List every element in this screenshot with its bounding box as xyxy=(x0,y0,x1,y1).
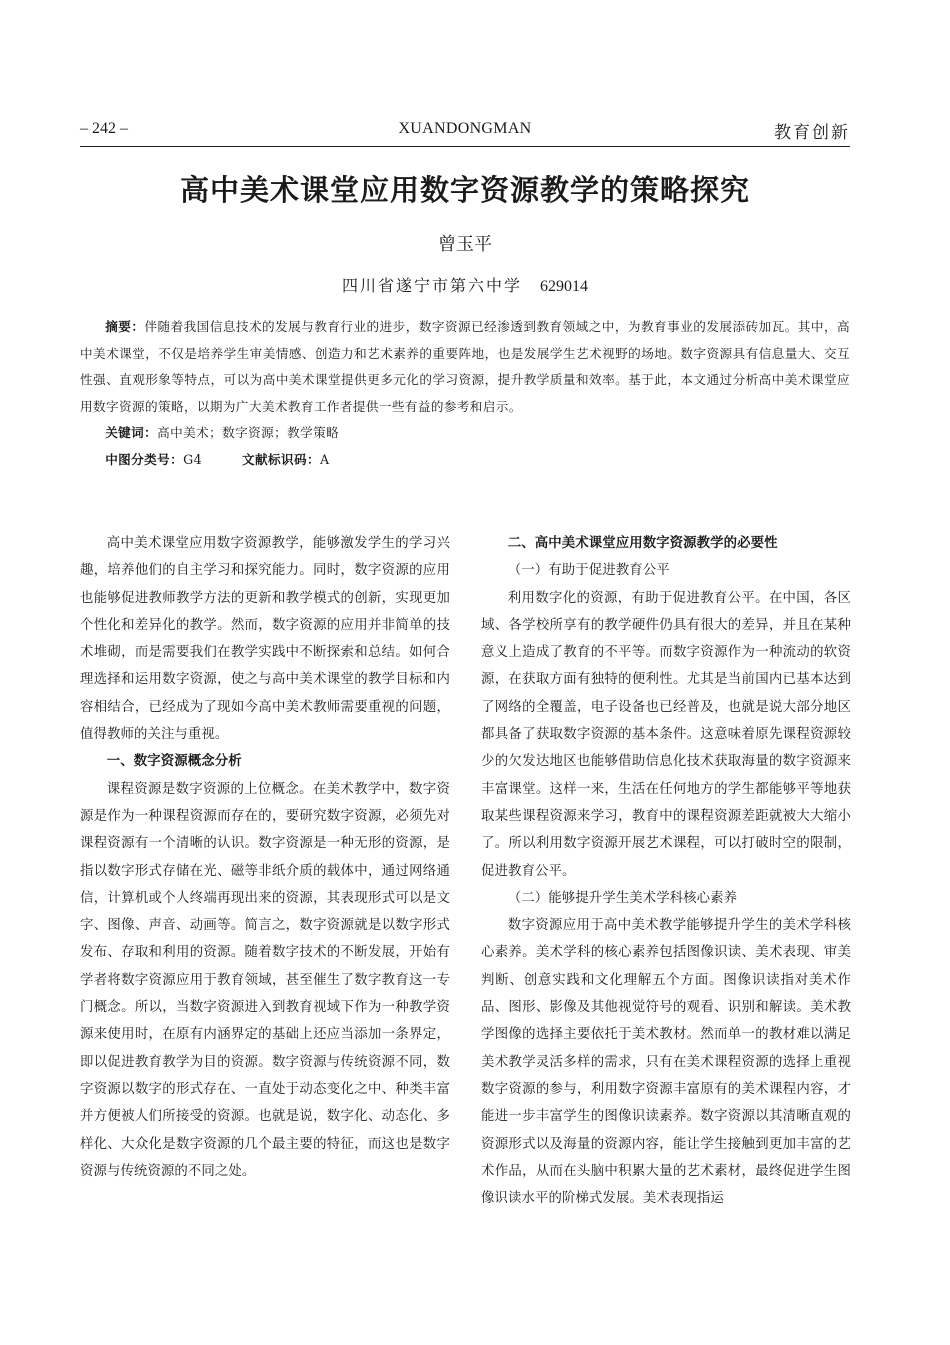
clc-label: 中图分类号： xyxy=(105,451,184,467)
journal-name: XUANDONGMAN xyxy=(398,120,532,137)
abstract-paragraph xyxy=(80,314,850,420)
keywords-text: 高中美术；数字资源；教学策略 xyxy=(157,425,340,440)
classification-line xyxy=(80,447,850,474)
clc-value: G4 xyxy=(183,451,203,467)
doc-code-value: A xyxy=(320,451,330,467)
affiliation xyxy=(80,273,850,296)
abstract-block xyxy=(80,314,850,473)
author-name: 曾玉平 xyxy=(438,234,492,255)
body-column-right xyxy=(481,530,851,1212)
subsection-2-2-paragraph: 数字资源应用于高中美术教学能够提升学生的美术学科核心素养。美术学科的核心素养包括图像识读、美术表现、审美判断、创意实践和文化理解五个方面。图像识读指对美术作品、图形、影像及其他视觉符号的观看、识别和解读。美术教学图像的选择主要依托于美术教材。然而单一的教材难以满足美术教学灵活多样的需求，只有在美术课程资源的选择上重视数字资源的参与，利用数字资源丰富原有的美术课程内容，才能进一步丰富学生的图像识读素养。数字资源以其清晰直观的资源形式以及海量的资源内容，能让学生接触到更加丰富的艺术作品，从而在头脑中积累大量的艺术素材，最终促进学生图像识读水平的阶梯式发展。美术表现指运 xyxy=(481,918,851,1207)
abstract-text: 伴随着我国信息技术的发展与教育行业的进步，数字资源已经渗透到教育领域之中，为教育事业的发展添砖加瓦。其中，高中美术课堂，不仅是培养学生审美情感、创造力和艺术素养的重要阵地，也是发展学生艺术视野的场地。数字资源具有信息量大、交互性强、直观形象等特点，可以为高中美术课堂提供更多元化的学习资源，提升教学质量和效率。基于此，本文通过分析高中美术课堂应用数字资源的策略，以期为广大美术教育工作者提供一些有益的参考和启示。 xyxy=(80,319,851,414)
running-header xyxy=(80,118,850,147)
postcode: 629014 xyxy=(540,278,588,295)
section-1-heading: 一、数字资源概念分析 xyxy=(106,754,242,770)
subsection-2-1-paragraph: 利用数字化的资源，有助于促进教育公平。在中国，各区域、各学校所享有的教学硬件仍具有很大的差异，并且在某种意义上造成了教育的不平等。而数字资源作为一种流动的软资源，在获取方面有独特的便利性。尤其是当前国内已基本达到了网络的全覆盖，电子设备也已经普及，也就是说大部分地区都具备了获取数字资源的基本条件。这意味着原先课程资源较少的欠发达地区也能够借助信息化技术获取海量的数字资源来丰富课堂。这样一来，生活在任何地方的学生都能够平等地获取某些课程资源来学习，教育中的课程资源差距就被大大缩小了。所以利用数字资源开展艺术课程，可以打破时空的限制，促进教育公平。 xyxy=(481,590,851,879)
abstract-label: 摘要： xyxy=(105,319,145,334)
page-number: – 242 – xyxy=(80,120,128,137)
section-1-paragraph: 课程资源是数字资源的上位概念。在美术教学中，数字资源是作为一种课程资源而存在的，要研究数字资源，必须先对课程资源有一个清晰的认识。数字资源是一种无形的资源，是指以数字形式存储在光、磁等非纸介质的载体中，通过网络通信，计算机或个人终端再现出来的资源，其表现形式可以是文字、图像、声音、动画等。简言之，数字资源就是以数字形式发布、存取和利用的资源。随着数字技术的不断发展，开始有学者将数字资源应用于教育领域，甚至催生了数字教育这一专门概念。所以，当数字资源进入到教育视域下作为一种教学资源来使用时，在原有内涵界定的基础上还应当添加一条界定，即以促进教育教学为目的资源。数字资源与传统资源不同，数字资源以数字的形式存在、一直处于动态变化之中、种类丰富并方便被人们所接受的资源。也就是说，数字化、动态化、多样化、大众化是数字资源的几个最主要的特征，而这也是数字资源与传统资源的不同之处。 xyxy=(80,781,450,1179)
article-title: 高中美术课堂应用数字资源教学的策略探究 xyxy=(179,173,750,207)
section-2-heading: 二、高中美术课堂应用数字资源教学的必要性 xyxy=(507,536,778,551)
affiliation-name: 四川省遂宁市第六中学 xyxy=(341,276,522,295)
subsection-2-1-heading: （一）有助于促进教育公平 xyxy=(507,563,670,579)
intro-paragraph: 高中美术课堂应用数字资源教学，能够激发学生的学习兴趣，培养他们的自主学习和探究能力。同时，数字资源的应用也能够促进教师教学方法的更新和教学模式的创新，实现更加个性化和差异化的教学。然而，数字资源的应用并非简单的技术堆砌，而是需要我们在教学实践中不断探索和总结。如何合理选择和运用数字资源，使之与高中美术课堂的教学目标和内容相结合，已经成为了现如今高中美术教师需要重视的问题，值得教师的关注与重视。 xyxy=(80,536,450,743)
subsection-2-2-heading: （二）能够提升学生美术学科核心素养 xyxy=(507,890,738,906)
keywords-label: 关键词： xyxy=(105,425,158,440)
column-name: 教育创新 xyxy=(774,123,850,143)
keywords-line xyxy=(80,420,850,447)
doc-code-label: 文献标识码： xyxy=(242,451,320,467)
body-column-left xyxy=(80,530,450,1185)
